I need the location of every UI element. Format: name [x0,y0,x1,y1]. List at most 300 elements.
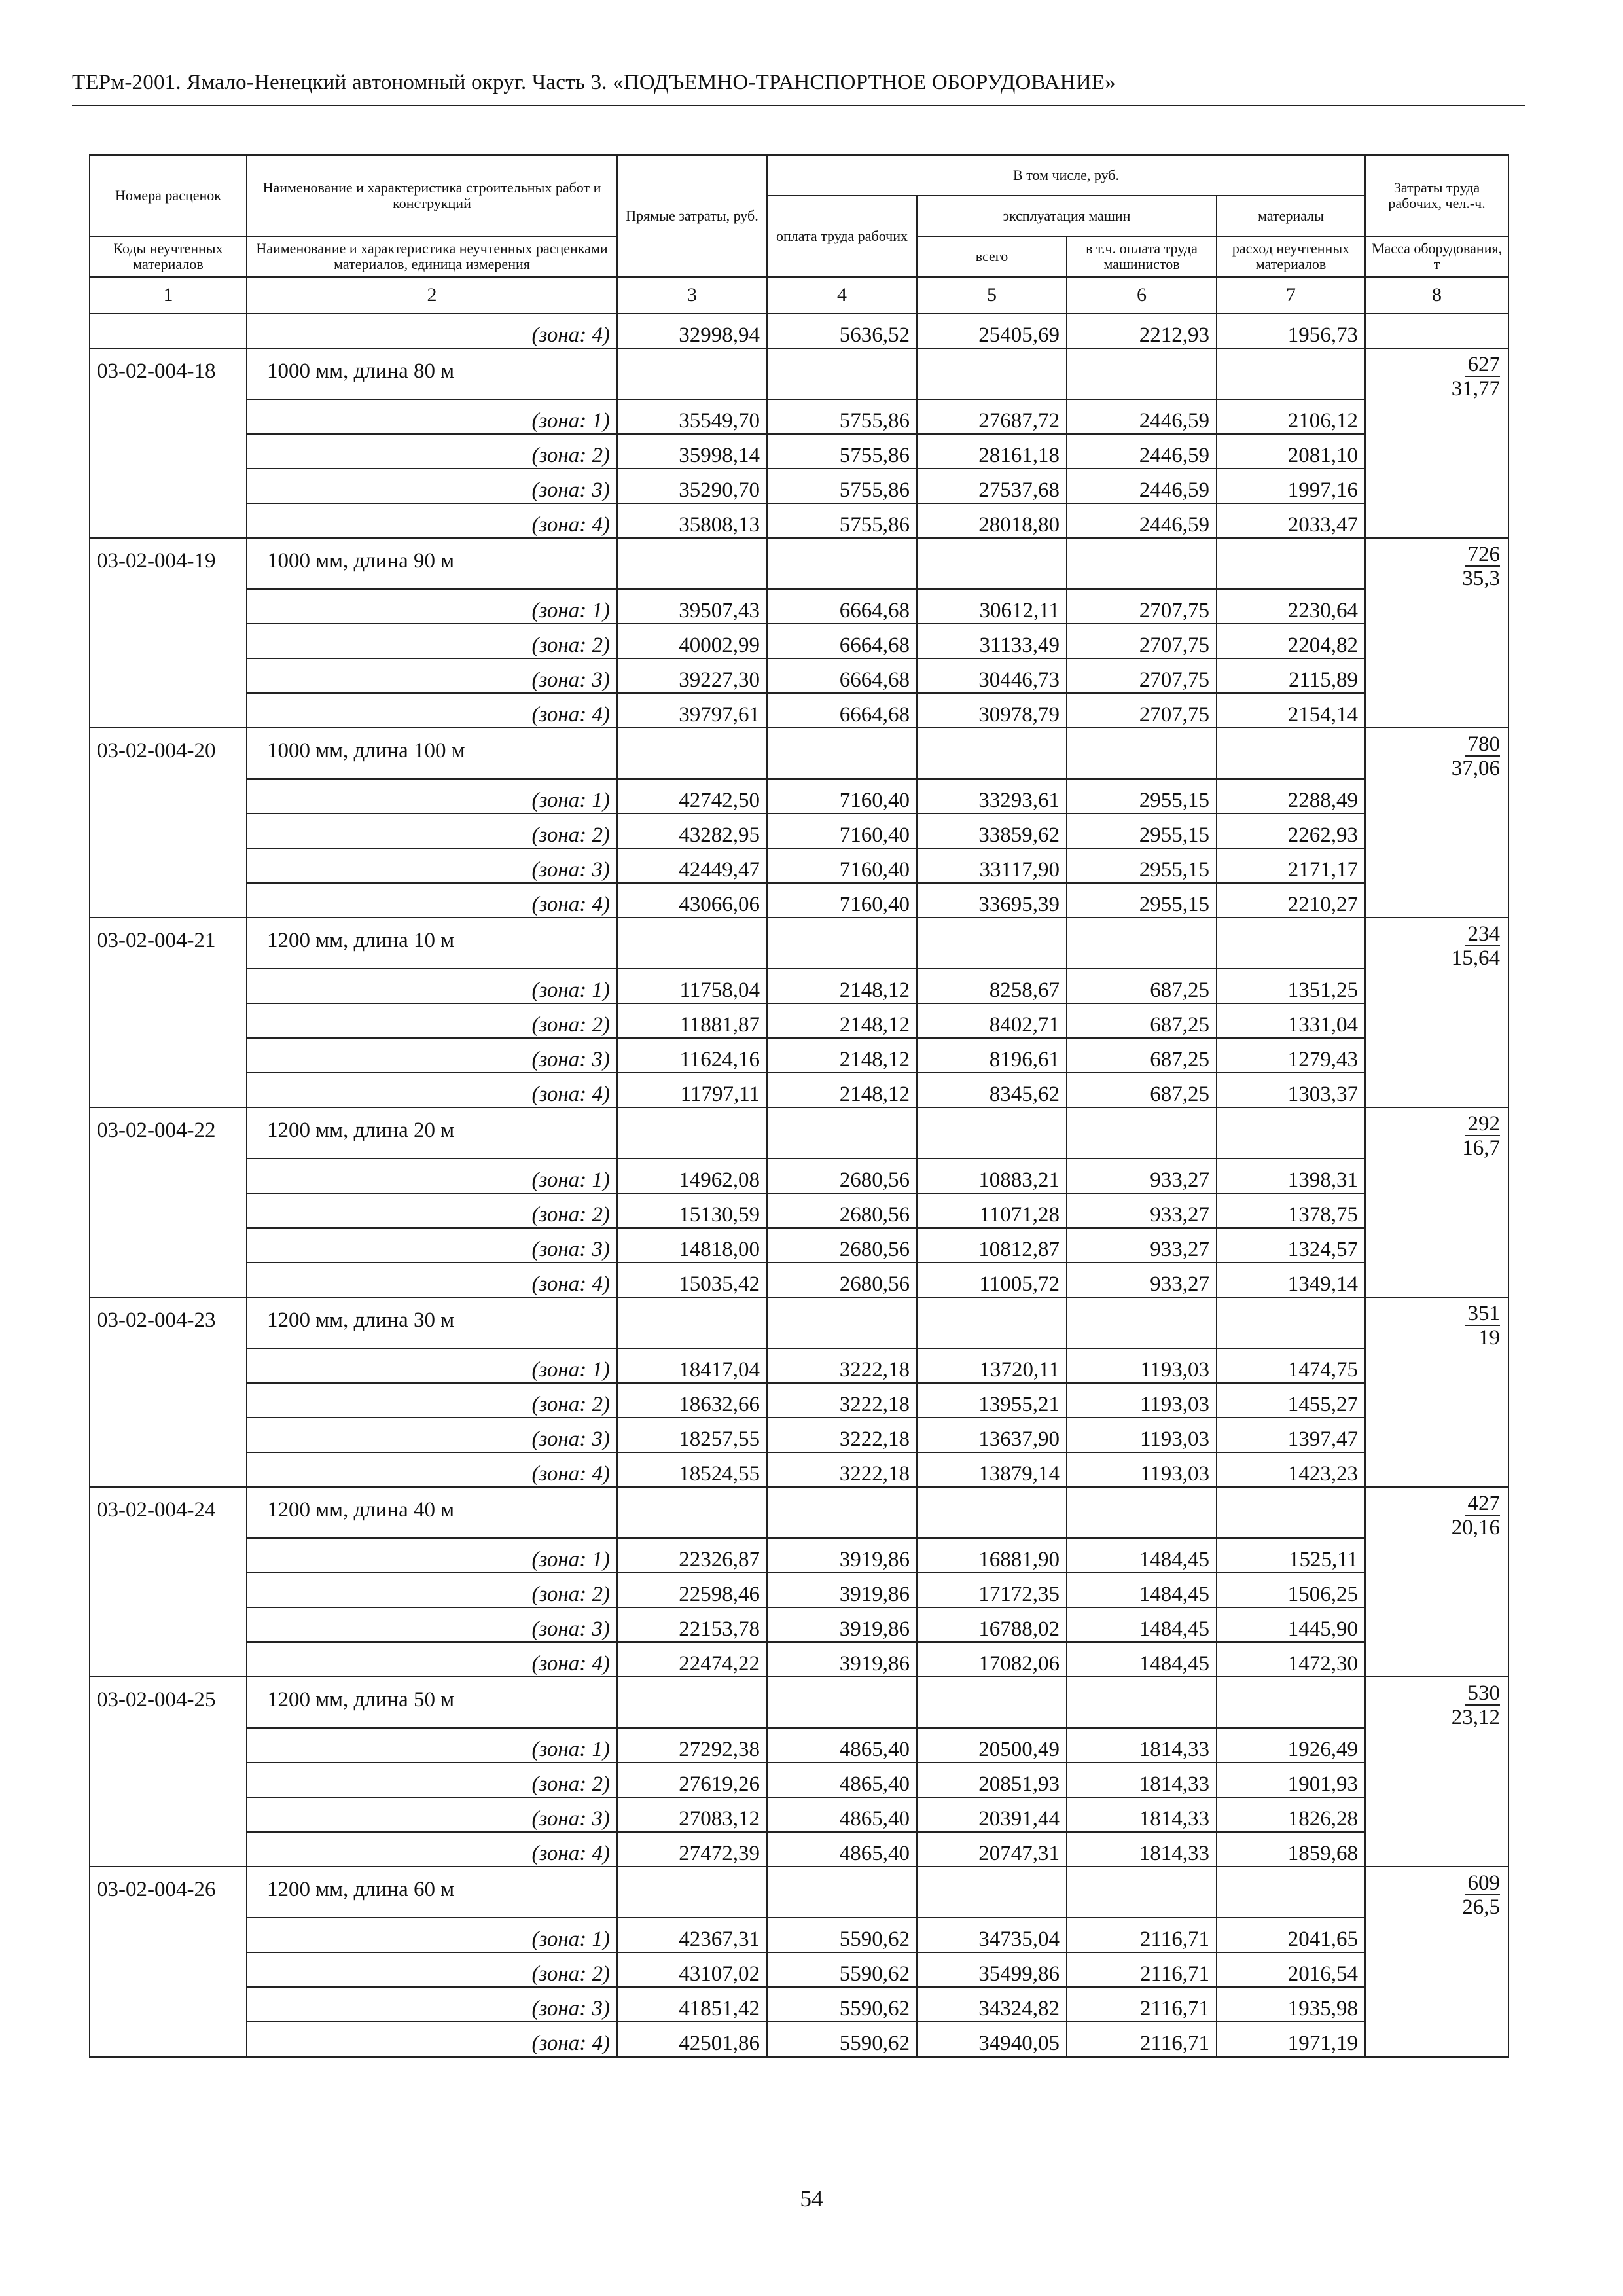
labor-pay-value: 3222,18 [767,1348,917,1383]
labor-pay-value: 5590,62 [767,2022,917,2057]
zone-label: (зона: 3) [247,1228,617,1263]
zone-label: (зона: 1) [247,1348,617,1383]
table-row-item [90,1297,1508,1348]
materials-value: 1474,75 [1217,1348,1365,1383]
machines-total-value: 28018,80 [917,503,1067,538]
machines-total-value: 33117,90 [917,848,1067,883]
table-row-item [90,918,1508,969]
rate-code: 03-02-004-26 [90,1867,247,2057]
table-row-zone [90,1193,1508,1228]
item-name: 1200 мм, длина 40 м [247,1487,617,1538]
machines-operators-value: 1484,45 [1067,1607,1217,1642]
direct-costs-value: 41851,42 [617,1987,767,2022]
direct-costs-value: 35290,70 [617,469,767,503]
table-row-zone [90,1607,1508,1642]
table-row-zone [90,1952,1508,1987]
machines-operators-value: 2446,59 [1067,469,1217,503]
zone-label: (зона: 3) [247,1987,617,2022]
zone-label: (зона: 2) [247,1003,617,1038]
labor-mass-fraction [1365,1677,1508,1867]
materials-value: 2033,47 [1217,503,1365,538]
zone-label: (зона: 4) [247,314,617,348]
table-row-zone [90,1452,1508,1487]
table-row-zone [90,1797,1508,1832]
labor-pay-value: 4865,40 [767,1832,917,1867]
machines-total-value: 17082,06 [917,1642,1067,1677]
machines-total-value: 33293,61 [917,779,1067,814]
zone-label: (зона: 2) [247,434,617,469]
zone-label: (зона: 4) [247,1642,617,1677]
materials-value: 1351,25 [1217,969,1365,1003]
labor-mass-fraction [1365,1297,1508,1487]
materials-value: 2171,17 [1217,848,1365,883]
header-materials-unaccounted: расход неучтенных материалов [1217,236,1365,277]
direct-costs-value: 18417,04 [617,1348,767,1383]
labor-pay-value: 3919,86 [767,1538,917,1573]
header-rule [72,105,1525,106]
labor-mass-fraction [1365,1487,1508,1677]
labor-pay-value: 3222,18 [767,1452,917,1487]
materials-value: 2106,12 [1217,399,1365,434]
table-row-zone [90,1918,1508,1952]
machines-operators-value: 2116,71 [1067,1987,1217,2022]
machines-total-value: 33695,39 [917,883,1067,918]
direct-costs-value: 40002,99 [617,624,767,658]
table-row-zone [90,1348,1508,1383]
labor-pay-value: 5590,62 [767,1987,917,2022]
zone-label: (зона: 4) [247,1452,617,1487]
machines-operators-value: 933,27 [1067,1263,1217,1297]
machines-total-value: 33859,62 [917,814,1067,848]
equipment-mass-value: 16,7 [1462,1136,1501,1160]
equipment-mass-value: 19 [1478,1326,1501,1350]
table-row-zone [90,1228,1508,1263]
direct-costs-value: 42501,86 [617,2022,767,2057]
column-number: 7 [1217,277,1365,314]
machines-operators-value: 1484,45 [1067,1573,1217,1607]
machines-operators-value: 2116,71 [1067,1918,1217,1952]
machines-total-value: 27537,68 [917,469,1067,503]
materials-value: 1826,28 [1217,1797,1365,1832]
table-row-item [90,1487,1508,1538]
zone-label: (зона: 2) [247,1573,617,1607]
page-header-title: ТЕРм-2001. Ямало-Ненецкий автономный округ. Часть 3. «ПОДЪЕМНО-ТРАНСПОРТНОЕ ОБОРУДОВАНИЕ» [72,71,1116,94]
direct-costs-value: 11881,87 [617,1003,767,1038]
equipment-mass-value: 37,06 [1451,757,1501,780]
labor-cost-value: 530 [1465,1683,1501,1706]
machines-operators-value: 2212,93 [1067,314,1217,348]
zone-label: (зона: 2) [247,1763,617,1797]
labor-pay-value: 5755,86 [767,503,917,538]
table-row-zone [90,1538,1508,1573]
machines-operators-value: 2707,75 [1067,624,1217,658]
header-work-name: Наименование и характеристика строительных работ и конструкций [247,155,617,236]
machines-total-value: 30978,79 [917,693,1067,728]
labor-pay-value: 3222,18 [767,1383,917,1418]
labor-pay-value: 2680,56 [767,1158,917,1193]
materials-value: 2154,14 [1217,693,1365,728]
materials-value: 2210,27 [1217,883,1365,918]
materials-value: 2262,93 [1217,814,1365,848]
item-name: 1000 мм, длина 80 м [247,348,617,399]
machines-operators-value: 1484,45 [1067,1538,1217,1573]
zone-label: (зона: 4) [247,2022,617,2057]
header-labor-costs: Затраты труда рабочих, чел.-ч. [1365,155,1508,236]
equipment-mass-value: 26,5 [1462,1895,1501,1919]
materials-value: 1525,11 [1217,1538,1365,1573]
materials-value: 1997,16 [1217,469,1365,503]
labor-cost-value: 627 [1465,354,1501,377]
table-row-item [90,1677,1508,1728]
machines-operators-value: 2446,59 [1067,399,1217,434]
column-number: 5 [917,277,1067,314]
rate-code: 03-02-004-20 [90,728,247,918]
column-number: 4 [767,277,917,314]
table-row-zone [90,1642,1508,1677]
labor-pay-value: 4865,40 [767,1728,917,1763]
labor-pay-value: 6664,68 [767,658,917,693]
zone-label: (зона: 3) [247,1038,617,1073]
labor-pay-value: 2148,12 [767,1003,917,1038]
rate-code: 03-02-004-21 [90,918,247,1107]
table-row-zone [90,814,1508,848]
header-including: В том числе, руб. [767,155,1365,196]
table-row-item [90,728,1508,779]
zone-label: (зона: 2) [247,624,617,658]
machines-total-value: 34324,82 [917,1987,1067,2022]
direct-costs-value: 42367,31 [617,1918,767,1952]
zone-label: (зона: 2) [247,1193,617,1228]
materials-value: 2041,65 [1217,1918,1365,1952]
machines-operators-value: 2955,15 [1067,848,1217,883]
direct-costs-value: 18524,55 [617,1452,767,1487]
zone-label: (зона: 1) [247,1158,617,1193]
machines-operators-value: 687,25 [1067,969,1217,1003]
labor-pay-value: 7160,40 [767,779,917,814]
machines-total-value: 27687,72 [917,399,1067,434]
table-row-zone [90,1263,1508,1297]
item-name: 1200 мм, длина 30 м [247,1297,617,1348]
direct-costs-value: 22474,22 [617,1642,767,1677]
labor-mass-fraction [1365,728,1508,918]
materials-value: 2081,10 [1217,434,1365,469]
table-row-zone [90,1573,1508,1607]
labor-pay-value: 6664,68 [767,624,917,658]
table-row-zone [90,1383,1508,1418]
labor-cost-value: 427 [1465,1493,1501,1516]
zone-label: (зона: 2) [247,1383,617,1418]
labor-pay-value: 7160,40 [767,883,917,918]
machines-operators-value: 687,25 [1067,1038,1217,1073]
machines-operators-value: 2707,75 [1067,693,1217,728]
table-row-zone [90,969,1508,1003]
direct-costs-value: 35998,14 [617,434,767,469]
labor-pay-value: 4865,40 [767,1763,917,1797]
materials-value: 1324,57 [1217,1228,1365,1263]
machines-total-value: 28161,18 [917,434,1067,469]
machines-total-value: 11005,72 [917,1263,1067,1297]
machines-total-value: 25405,69 [917,314,1067,348]
materials-value: 1956,73 [1217,314,1365,348]
header-material-name: Наименование и характеристика неучтенных расценками материалов, единица измерения [247,236,617,277]
direct-costs-value: 27083,12 [617,1797,767,1832]
labor-mass-fraction [1365,538,1508,728]
machines-total-value: 13720,11 [917,1348,1067,1383]
table-row-zone [90,658,1508,693]
zone-label: (зона: 4) [247,1832,617,1867]
labor-cost-value: 351 [1465,1303,1501,1326]
zone-label: (зона: 3) [247,469,617,503]
direct-costs-value: 27292,38 [617,1728,767,1763]
table-row-continuation [90,314,1508,348]
machines-total-value: 16788,02 [917,1607,1067,1642]
machines-operators-value: 1193,03 [1067,1348,1217,1383]
header-material-codes: Коды неучтенных материалов [90,236,247,277]
materials-value: 1303,37 [1217,1073,1365,1107]
item-name: 1200 мм, длина 20 м [247,1107,617,1158]
machines-total-value: 20747,31 [917,1832,1067,1867]
direct-costs-value: 39507,43 [617,589,767,624]
machines-total-value: 17172,35 [917,1573,1067,1607]
zone-label: (зона: 3) [247,848,617,883]
materials-value: 2016,54 [1217,1952,1365,1987]
direct-costs-value: 22153,78 [617,1607,767,1642]
zone-label: (зона: 1) [247,589,617,624]
table-row-zone [90,1038,1508,1073]
table-row-zone [90,469,1508,503]
machines-total-value: 31133,49 [917,624,1067,658]
labor-pay-value: 2680,56 [767,1228,917,1263]
machines-operators-value: 2955,15 [1067,883,1217,918]
zone-label: (зона: 4) [247,693,617,728]
header-machines-operators: в т.ч. оплата труда машинистов [1067,236,1217,277]
zone-label: (зона: 2) [247,1952,617,1987]
labor-pay-value: 6664,68 [767,589,917,624]
direct-costs-value: 22598,46 [617,1573,767,1607]
labor-pay-value: 6664,68 [767,693,917,728]
machines-operators-value: 933,27 [1067,1228,1217,1263]
materials-value: 2230,64 [1217,589,1365,624]
table-row-zone [90,693,1508,728]
labor-pay-value: 5755,86 [767,434,917,469]
labor-pay-value: 5636,52 [767,314,917,348]
table-row-item [90,1107,1508,1158]
labor-mass-fraction [1365,918,1508,1107]
table-row-zone [90,503,1508,538]
item-name: 1000 мм, длина 100 м [247,728,617,779]
direct-costs-value: 35549,70 [617,399,767,434]
rate-code: 03-02-004-23 [90,1297,247,1487]
zone-label: (зона: 1) [247,1728,617,1763]
direct-costs-value: 43107,02 [617,1952,767,1987]
machines-operators-value: 1814,33 [1067,1832,1217,1867]
materials-value: 1859,68 [1217,1832,1365,1867]
machines-operators-value: 2116,71 [1067,2022,1217,2057]
direct-costs-value: 15130,59 [617,1193,767,1228]
machines-total-value: 20851,93 [917,1763,1067,1797]
item-name: 1200 мм, длина 10 м [247,918,617,969]
header-equipment-mass: Масса оборудования, т [1365,236,1508,277]
labor-cost-value: 780 [1465,734,1501,757]
labor-pay-value: 3919,86 [767,1642,917,1677]
machines-operators-value: 2955,15 [1067,814,1217,848]
machines-total-value: 8402,71 [917,1003,1067,1038]
zone-label: (зона: 3) [247,1797,617,1832]
machines-operators-value: 2446,59 [1067,434,1217,469]
equipment-mass-value: 15,64 [1451,946,1501,970]
zone-label: (зона: 4) [247,1073,617,1107]
machines-operators-value: 1814,33 [1067,1728,1217,1763]
item-name: 1200 мм, длина 50 м [247,1677,617,1728]
labor-cost-value: 292 [1465,1113,1501,1136]
direct-costs-value: 39227,30 [617,658,767,693]
machines-operators-value: 1814,33 [1067,1797,1217,1832]
column-number: 2 [247,277,617,314]
labor-pay-value: 5755,86 [767,399,917,434]
table-row-zone [90,1987,1508,2022]
labor-mass-fraction [1365,1107,1508,1297]
materials-value: 1397,47 [1217,1418,1365,1452]
labor-pay-value: 2148,12 [767,1073,917,1107]
zone-label: (зона: 4) [247,883,617,918]
machines-total-value: 10883,21 [917,1158,1067,1193]
materials-value: 1455,27 [1217,1383,1365,1418]
direct-costs-value: 32998,94 [617,314,767,348]
materials-value: 2288,49 [1217,779,1365,814]
machines-total-value: 8196,61 [917,1038,1067,1073]
item-name: 1200 мм, длина 60 м [247,1867,617,1918]
direct-costs-value: 18257,55 [617,1418,767,1452]
machines-total-value: 13955,21 [917,1383,1067,1418]
equipment-mass-value: 20,16 [1451,1516,1501,1539]
page-number: 54 [800,2186,823,2212]
machines-total-value: 20391,44 [917,1797,1067,1832]
zone-label: (зона: 4) [247,1263,617,1297]
machines-total-value: 35499,86 [917,1952,1067,1987]
machines-total-value: 13879,14 [917,1452,1067,1487]
header-rate-numbers: Номера расценок [90,155,247,236]
machines-total-value: 20500,49 [917,1728,1067,1763]
machines-operators-value: 2955,15 [1067,779,1217,814]
direct-costs-value: 27472,39 [617,1832,767,1867]
direct-costs-value: 11797,11 [617,1073,767,1107]
labor-pay-value: 3919,86 [767,1607,917,1642]
zone-label: (зона: 3) [247,1418,617,1452]
materials-value: 1398,31 [1217,1158,1365,1193]
machines-total-value: 16881,90 [917,1538,1067,1573]
materials-value: 1279,43 [1217,1038,1365,1073]
machines-operators-value: 1484,45 [1067,1642,1217,1677]
table-row-item [90,538,1508,589]
table-row-zone [90,1003,1508,1038]
machines-total-value: 30612,11 [917,589,1067,624]
table-row-zone [90,1073,1508,1107]
labor-pay-value: 5590,62 [767,1918,917,1952]
table-body [90,314,1508,2057]
machines-total-value: 10812,87 [917,1228,1067,1263]
direct-costs-value: 11624,16 [617,1038,767,1073]
machines-total-value: 30446,73 [917,658,1067,693]
machines-operators-value: 933,27 [1067,1193,1217,1228]
materials-value: 1349,14 [1217,1263,1365,1297]
labor-cost-value: 609 [1465,1873,1501,1895]
machines-total-value: 34735,04 [917,1918,1067,1952]
materials-value: 2204,82 [1217,624,1365,658]
header-labor-pay: оплата труда рабочих [767,196,917,277]
machines-operators-value: 2707,75 [1067,658,1217,693]
zone-label: (зона: 1) [247,1538,617,1573]
rate-code: 03-02-004-18 [90,348,247,538]
table-row-zone [90,434,1508,469]
labor-pay-value: 2148,12 [767,1038,917,1073]
machines-operators-value: 2446,59 [1067,503,1217,538]
materials-value: 1331,04 [1217,1003,1365,1038]
machines-operators-value: 1193,03 [1067,1418,1217,1452]
labor-pay-value: 3919,86 [767,1573,917,1607]
materials-value: 1926,49 [1217,1728,1365,1763]
materials-value: 1506,25 [1217,1573,1365,1607]
table-row-zone [90,1763,1508,1797]
rate-code: 03-02-004-22 [90,1107,247,1297]
machines-total-value: 13637,90 [917,1418,1067,1452]
materials-value: 1445,90 [1217,1607,1365,1642]
direct-costs-value: 42742,50 [617,779,767,814]
table-row-item [90,1867,1508,1918]
column-number: 3 [617,277,767,314]
materials-value: 1472,30 [1217,1642,1365,1677]
table-row-zone [90,589,1508,624]
labor-pay-value: 4865,40 [767,1797,917,1832]
header-machines: эксплуатация машин [917,196,1217,236]
header-direct-costs: Прямые затраты, руб. [617,155,767,277]
zone-label: (зона: 4) [247,503,617,538]
materials-value: 1971,19 [1217,2022,1365,2057]
rate-code: 03-02-004-24 [90,1487,247,1677]
table-row-zone [90,1728,1508,1763]
machines-operators-value: 933,27 [1067,1158,1217,1193]
machines-operators-value: 687,25 [1067,1073,1217,1107]
direct-costs-value: 43282,95 [617,814,767,848]
machines-operators-value: 1814,33 [1067,1763,1217,1797]
labor-mass-fraction [1365,348,1508,538]
table-row-zone [90,1832,1508,1867]
direct-costs-value: 35808,13 [617,503,767,538]
direct-costs-value: 39797,61 [617,693,767,728]
labor-pay-value: 2148,12 [767,969,917,1003]
machines-operators-value: 687,25 [1067,1003,1217,1038]
table-header [90,155,1508,314]
materials-value: 1935,98 [1217,1987,1365,2022]
materials-value: 1378,75 [1217,1193,1365,1228]
zone-label: (зона: 1) [247,779,617,814]
labor-cost-value: 726 [1465,544,1501,567]
column-number: 8 [1365,277,1508,314]
equipment-mass-value: 23,12 [1451,1706,1501,1729]
labor-pay-value: 5590,62 [767,1952,917,1987]
zone-label: (зона: 2) [247,814,617,848]
rate-code: 03-02-004-25 [90,1677,247,1867]
labor-pay-value: 7160,40 [767,848,917,883]
zone-label: (зона: 1) [247,969,617,1003]
machines-operators-value: 2116,71 [1067,1952,1217,1987]
column-number: 1 [90,277,247,314]
direct-costs-value: 14962,08 [617,1158,767,1193]
labor-pay-value: 2680,56 [767,1263,917,1297]
rate-code: 03-02-004-19 [90,538,247,728]
header-machines-total: всего [917,236,1067,277]
zone-label: (зона: 1) [247,1918,617,1952]
machines-total-value: 8258,67 [917,969,1067,1003]
